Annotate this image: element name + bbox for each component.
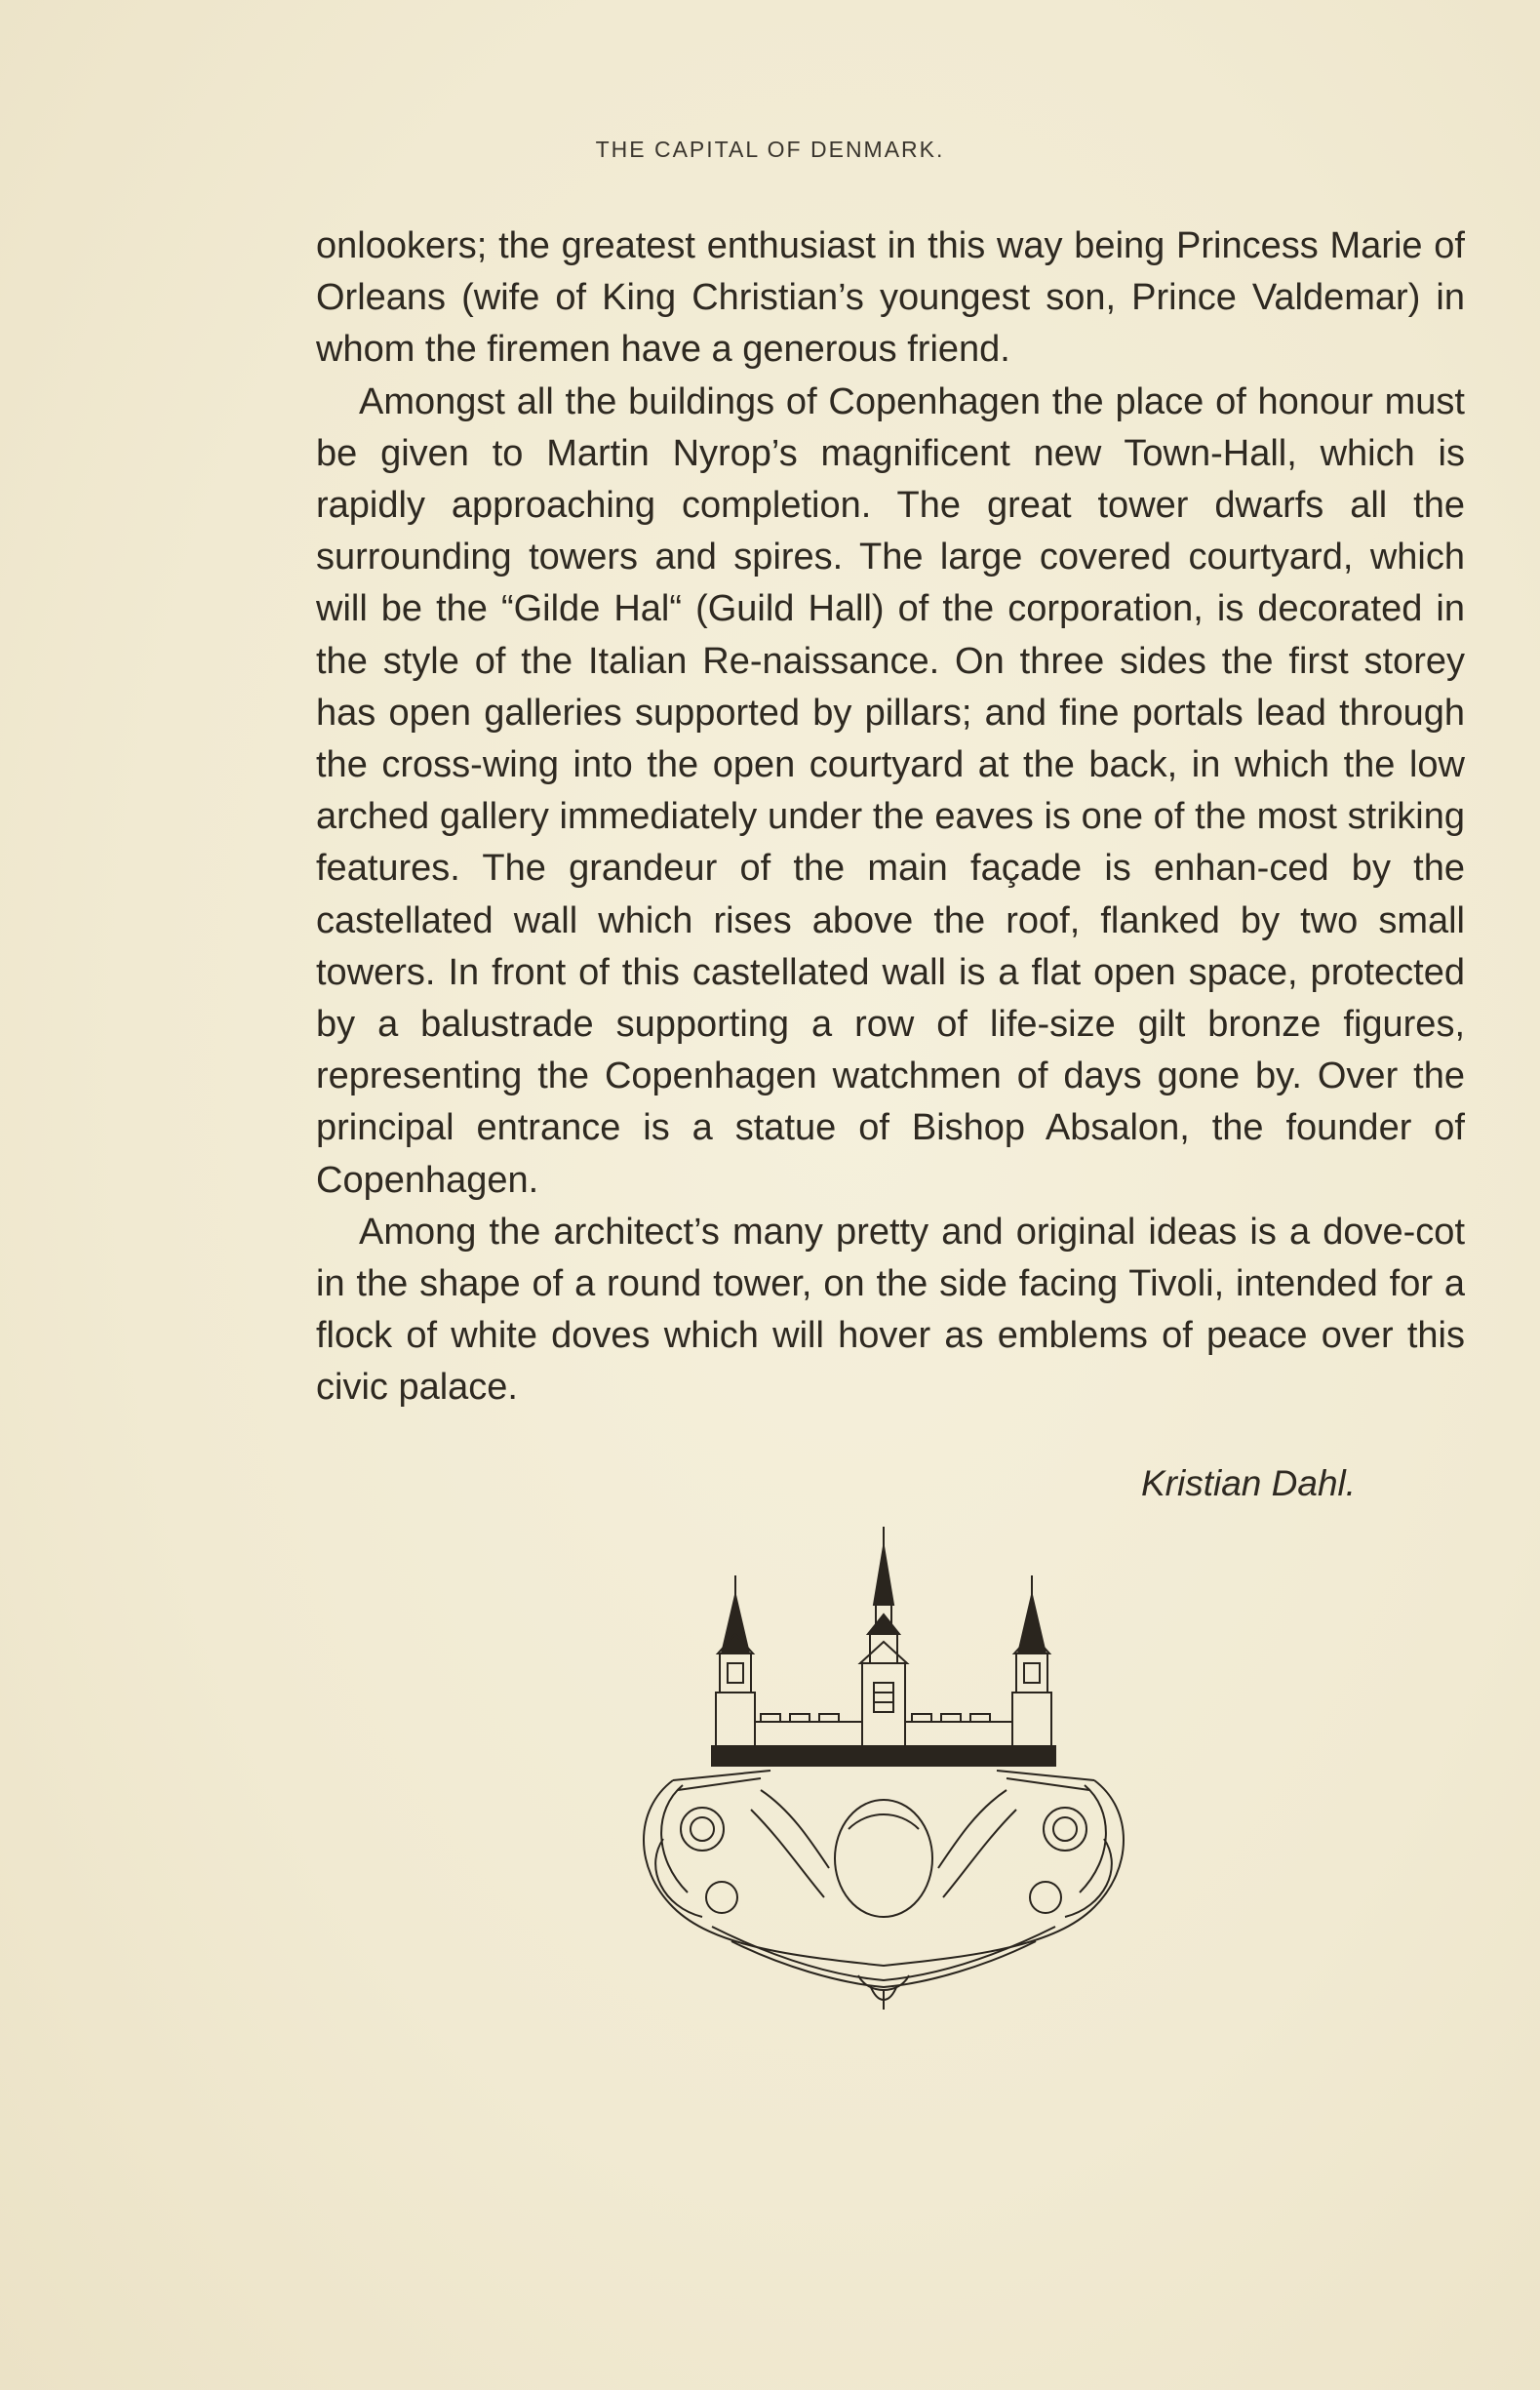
paragraph-1: onlookers; the greatest enthusiast in this way being Princess Marie of Orleans (wife of King Christian’s youngest son, Prince Valdemar) in whom the firemen have a generous friend. <box>316 225 1465 371</box>
paragraph-3: Among the architect’s many pretty and original ideas is a dove-cot in the shape of a round tower, on the side facing Tivoli, intended for a flock of white doves which will hover as emblems of peace over this civic palace. <box>316 1211 1465 1409</box>
paragraph-2: Amongst all the buildings of Copenhagen the place of honour must be given to Martin Nyrop’s magnificent new Town-Hall, which is rapidly approaching completion. The great tower dwarfs all the surrounding towers and spires. The large covered courtyard, which will be the “Gilde Hal“ (Guild Hall) of the corporation, is decorated in the style of the Italian Re-naissance. On three sides the first storey has open galleries supported by pillars; and fine portals lead through the cross-wing into the open courtyard at the back, in which the low arched gallery immediately under the eaves is one of the most striking features. The grandeur of the main façade is enhan-ced by the castellated wall which rises above the roof, flanked by two small towers. In front of this castellated wall is a flat open space, protected by a balustrade supporting a row of life-size gilt bronze figures, representing the Copenhagen watchmen of days gone by. Over the principal entrance is a statue of Bishop Absalon, the founder of Copenhagen. <box>316 380 1465 1201</box>
body-text <box>316 220 1465 1414</box>
signature: Kristian Dahl. <box>1141 1463 1357 1503</box>
town-hall-vignette-icon <box>614 1517 1161 2083</box>
running-head: THE CAPITAL OF DENMARK. <box>595 137 945 162</box>
